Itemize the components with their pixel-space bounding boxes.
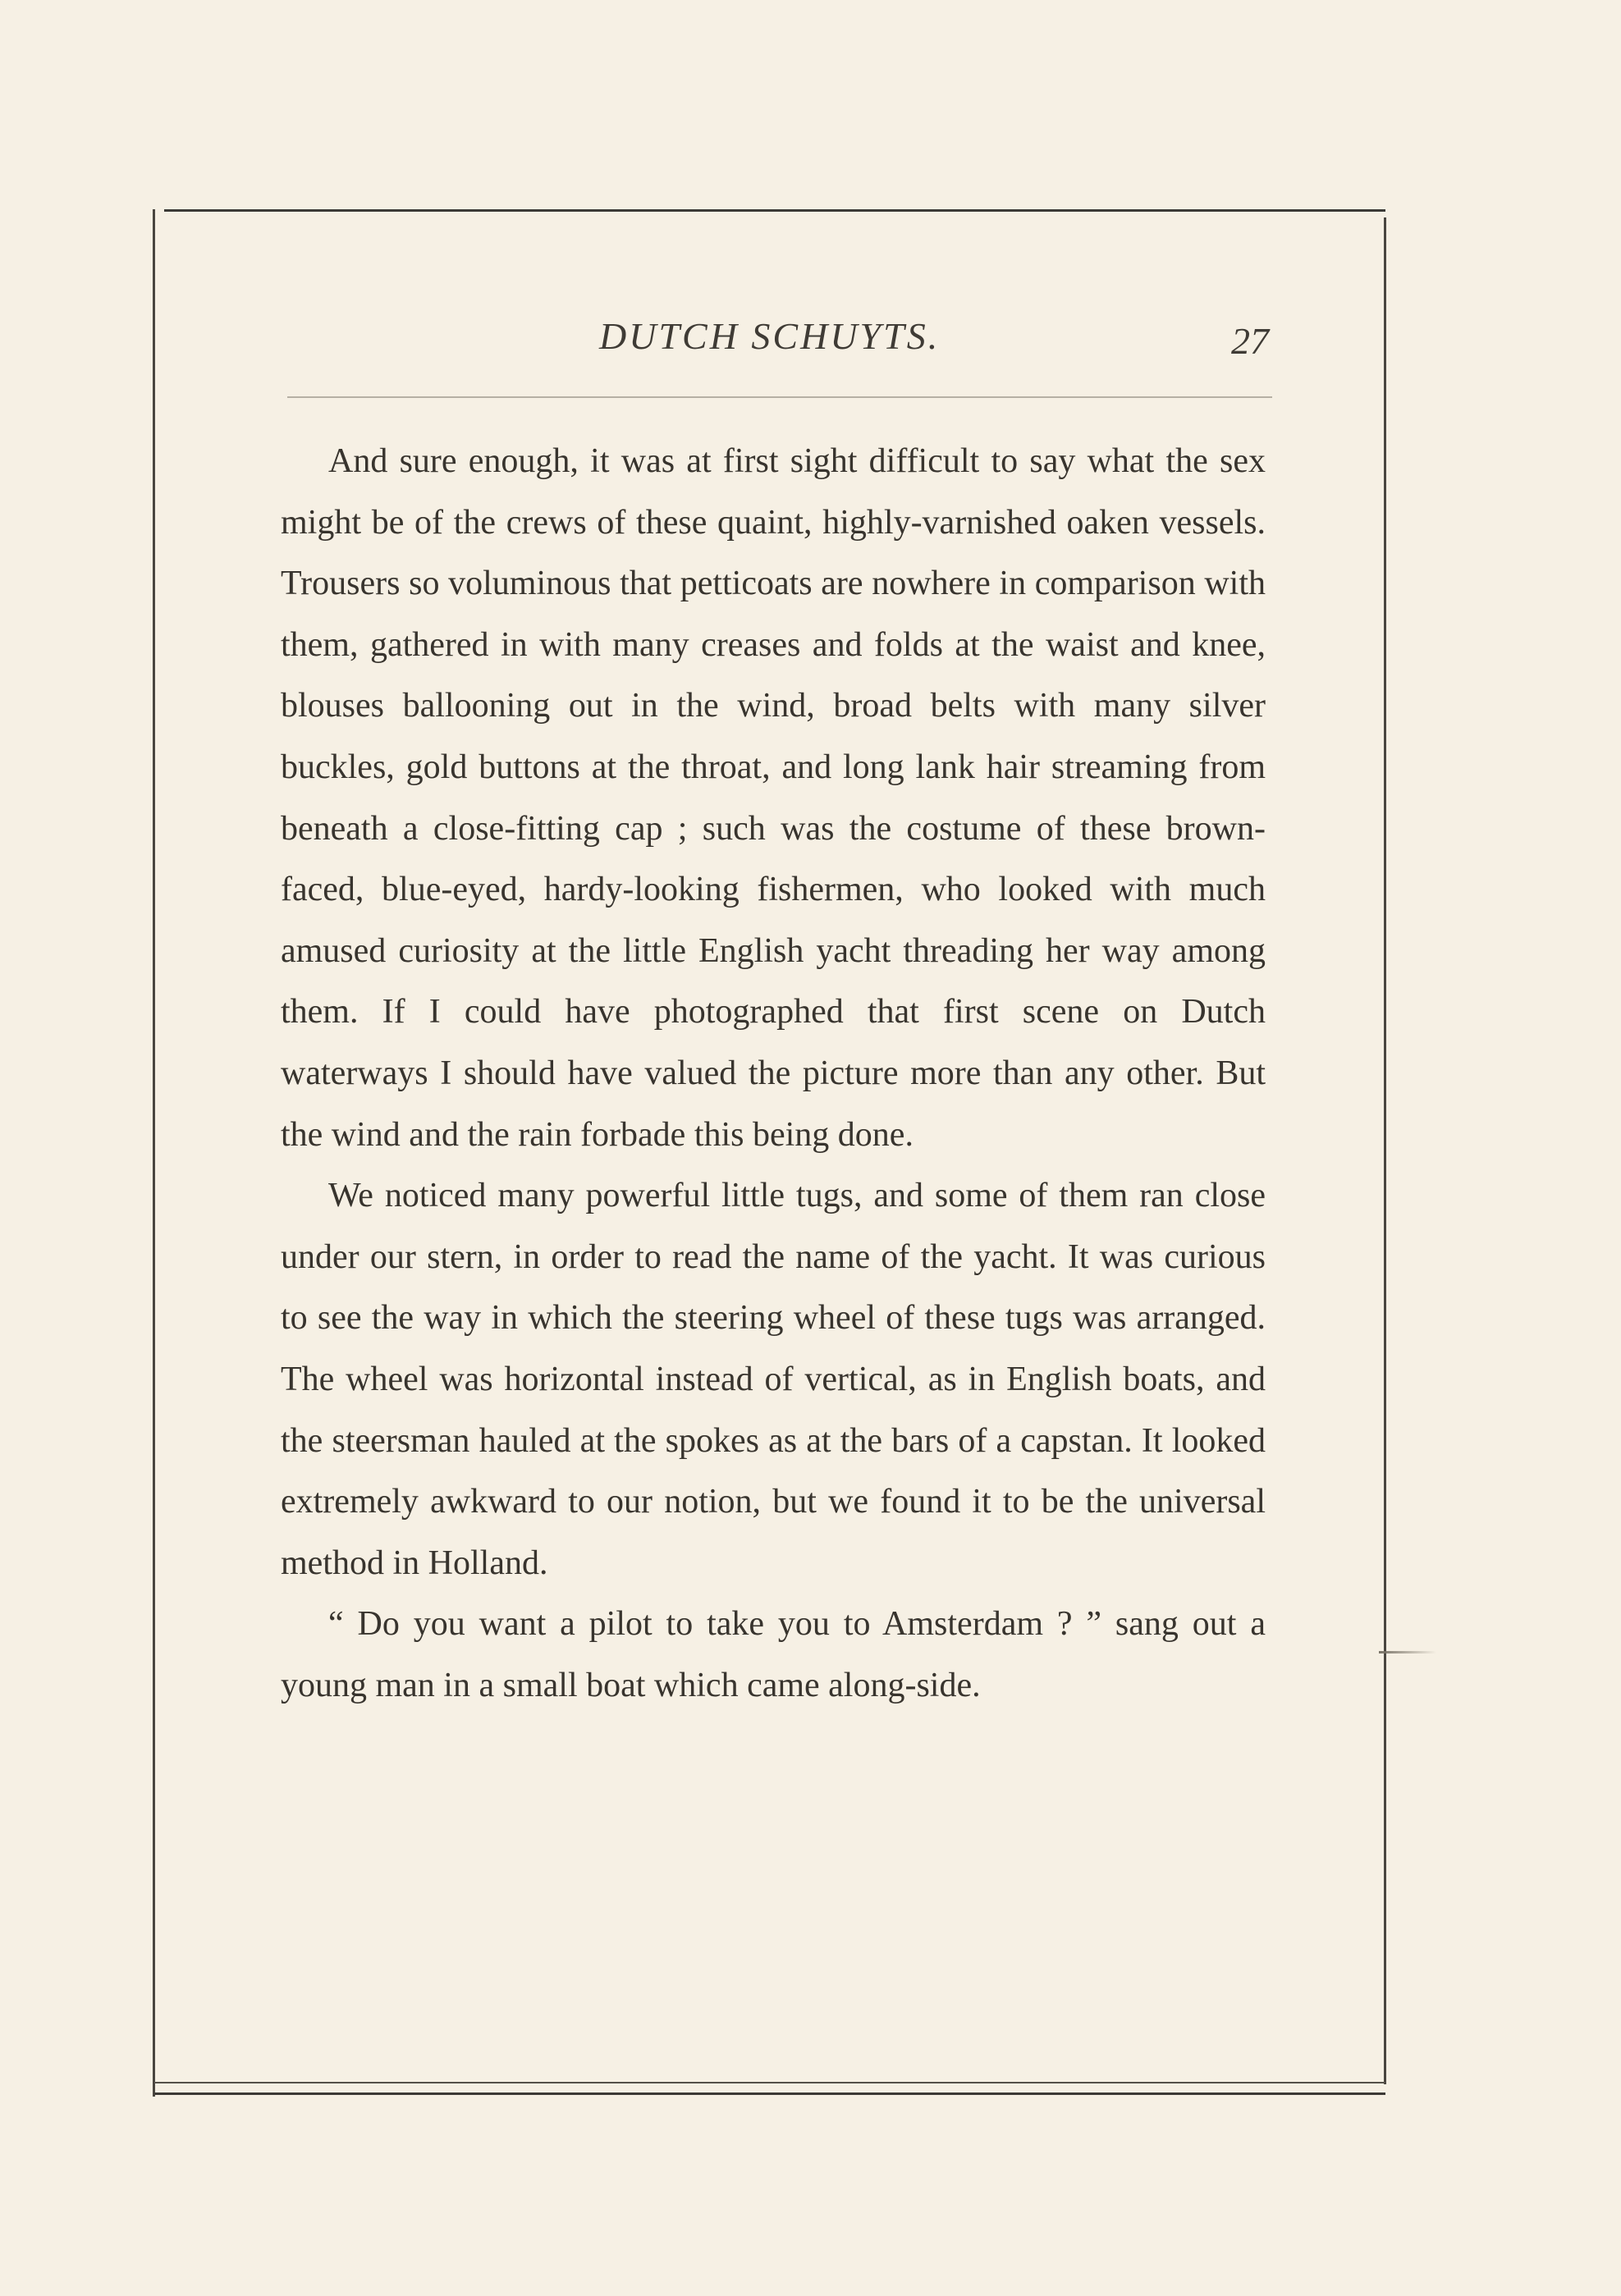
page-frame-bottom-rule [154, 2092, 1385, 2095]
header-rule [287, 396, 1272, 398]
paragraph: “ Do you want a pilot to take you to Amsterdam ? ” sang out a young man in a small boat which came along-side. [281, 1605, 1266, 1704]
page-frame-bottom-rule-thin [154, 2082, 1385, 2083]
scan-artifact-mark [1379, 1651, 1436, 1653]
running-head: DUTCH SCHUYTS. [599, 315, 941, 357]
page-frame-left-rule [153, 209, 155, 2097]
paragraph: And sure enough, it was at first sight difficult to say what the sex might be of the crews of these quaint, highly-varnished oaken vessels. Trousers so voluminous that petticoats are nowhere in comparison with them, gathered in with many creases and folds at the waist and knee, blouses ballooning out in the wind, broad belts with many silver buckles, gold buttons at the throat, and long lank hair streaming from beneath a close-fitting cap ; such was the costume of these brown-faced, blue-eyed, hardy-looking fishermen, who looked with much amused curiosity at the little English yacht threading her way among them. If I could have photographed that first scene on Dutch waterways I should have valued the picture more than any other. But the wind and the rain forbade this being done. [281, 442, 1266, 1154]
page-frame-top-rule [164, 209, 1385, 212]
page-number: 27 [1231, 320, 1269, 362]
page-header [279, 308, 1280, 382]
body-text [281, 431, 1266, 1716]
page-frame-right-rule [1384, 217, 1386, 2084]
paragraph: We noticed many powerful little tugs, and some of them ran close under our stern, in order to read the name of the yacht. It was curious to see the way in which the steering wheel of these tugs was arranged. The wheel was horizontal instead of vertical, as in English boats, and the steersman hauled at the spokes as at the bars of a capstan. It looked extremely awkward to our notion, but we found it to be the universal method in Holland. [281, 1177, 1266, 1582]
